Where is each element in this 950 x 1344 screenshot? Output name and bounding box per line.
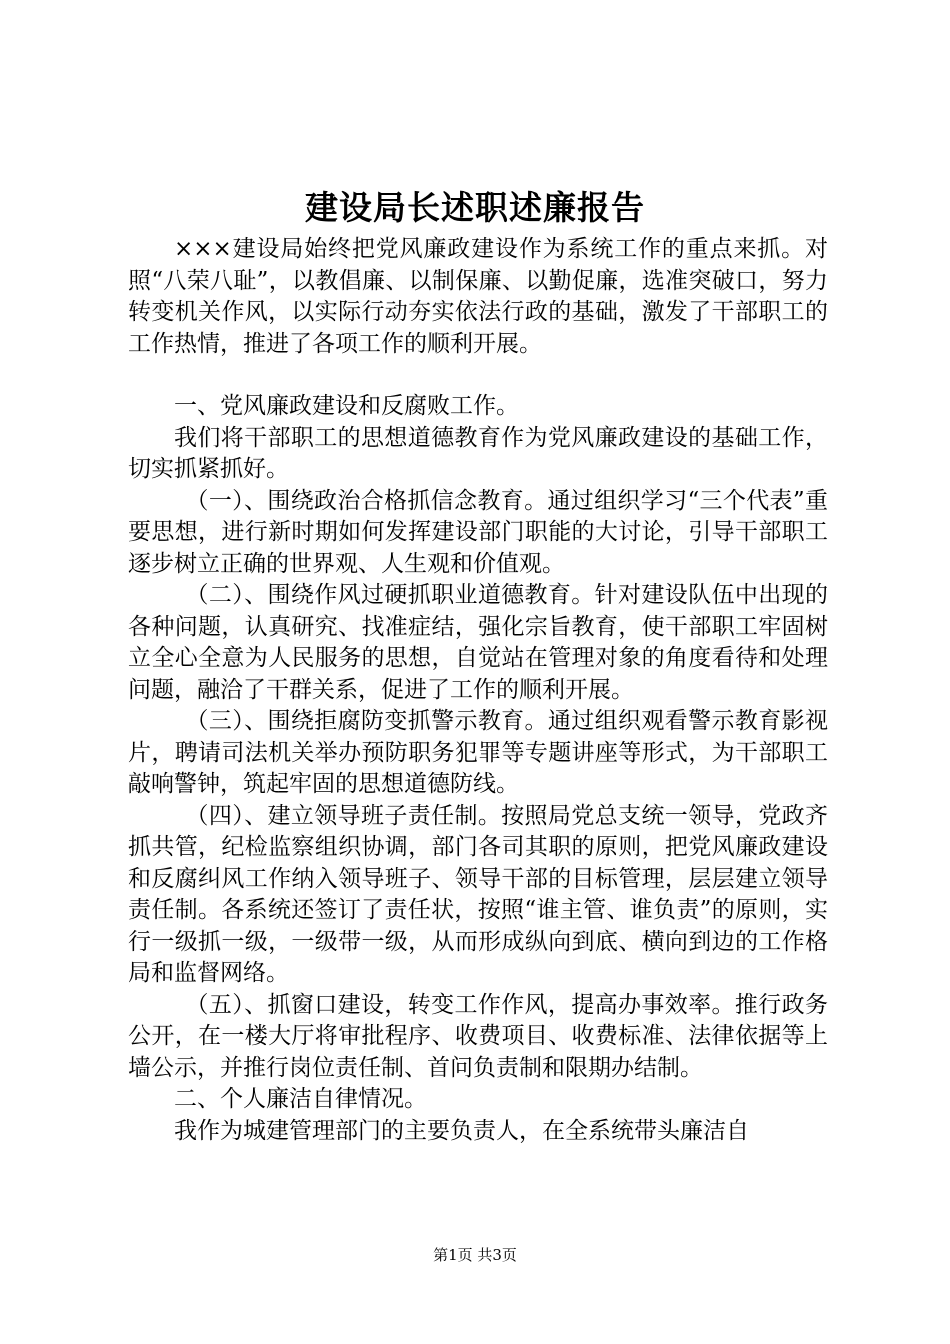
section-2-paragraph: 我作为城建管理部门的主要负责人，在全系统带头廉洁自 (174, 1117, 749, 1144)
section-heading-2: 二、个人廉洁自律情况。 (174, 1086, 427, 1112)
item-1-paragraph: （一）、围绕政治合格抓信念教育。通过组织学习“三个代表”重要思想，进行新时期如何发挥建设部门职能的大讨论，引导干部职工逐步树立正确的世界观、人生观和价值观。 (128, 487, 828, 577)
item-2-paragraph: （二）、围绕作风过硬抓职业道德教育。针对建设队伍中出现的各种问题，认真研究、找准症结，强化宗旨教育，使干部职工牢固树立全心全意为人民服务的思想，自觉站在管理对象的角度看待和处理问题，融洽了干群关系，促进了工作的顺利开展。 (128, 582, 828, 703)
page-footer: 第1页 共3页 (433, 1246, 517, 1264)
document-body (128, 234, 828, 1147)
item-3-paragraph: （三）、围绕拒腐防变抓警示教育。通过组织观看警示教育影视片，聘请司法机关举办预防职务犯罪等专题讲座等形式，为干部职工敲响警钟，筑起牢固的思想道德防线。 (128, 708, 828, 797)
item-5-paragraph: （五）、抓窗口建设，转变工作作风，提高办事效率。推行政务公开，在一楼大厅将审批程序、收费项目、收费标准、法律依据等上墙公示，并推行岗位责任制、首问负责制和限期办结制。 (128, 991, 828, 1081)
section-heading-1: 一、党风廉政建设和反腐败工作。 (174, 393, 519, 419)
intro-paragraph: ×××建设局始终把党风廉政建设作为系统工作的重点来抓。对照“八荣八耻”，以教倡廉、以制保廉、以勤促廉，选准突破口，努力转变机关作风，以实际行动夯实依法行政的基础，激发了干部职工的工作热情，推进了各项工作的顺利开展。 (128, 236, 828, 357)
section-1-paragraph: 我们将干部职工的思想道德教育作为党风廉政建设的基础工作，切实抓紧抓好。 (128, 424, 828, 482)
document-title: 建设局长述职述廉报告 (305, 188, 645, 227)
item-4-paragraph: （四）、建立领导班子责任制。按照局党总支统一领导，党政齐抓共管，纪检监察组织协调，部门各司其职的原则，把党风廉政建设和反腐纠风工作纳入领导班子、领导干部的目标管理，层层建立领导责任制。各系统还签订了责任状，按照“谁主管、谁负责”的原则，实行一级抓一级，一级带一级，从而形成纵向到底、横向到边的工作格局和监督网络。 (128, 802, 828, 986)
